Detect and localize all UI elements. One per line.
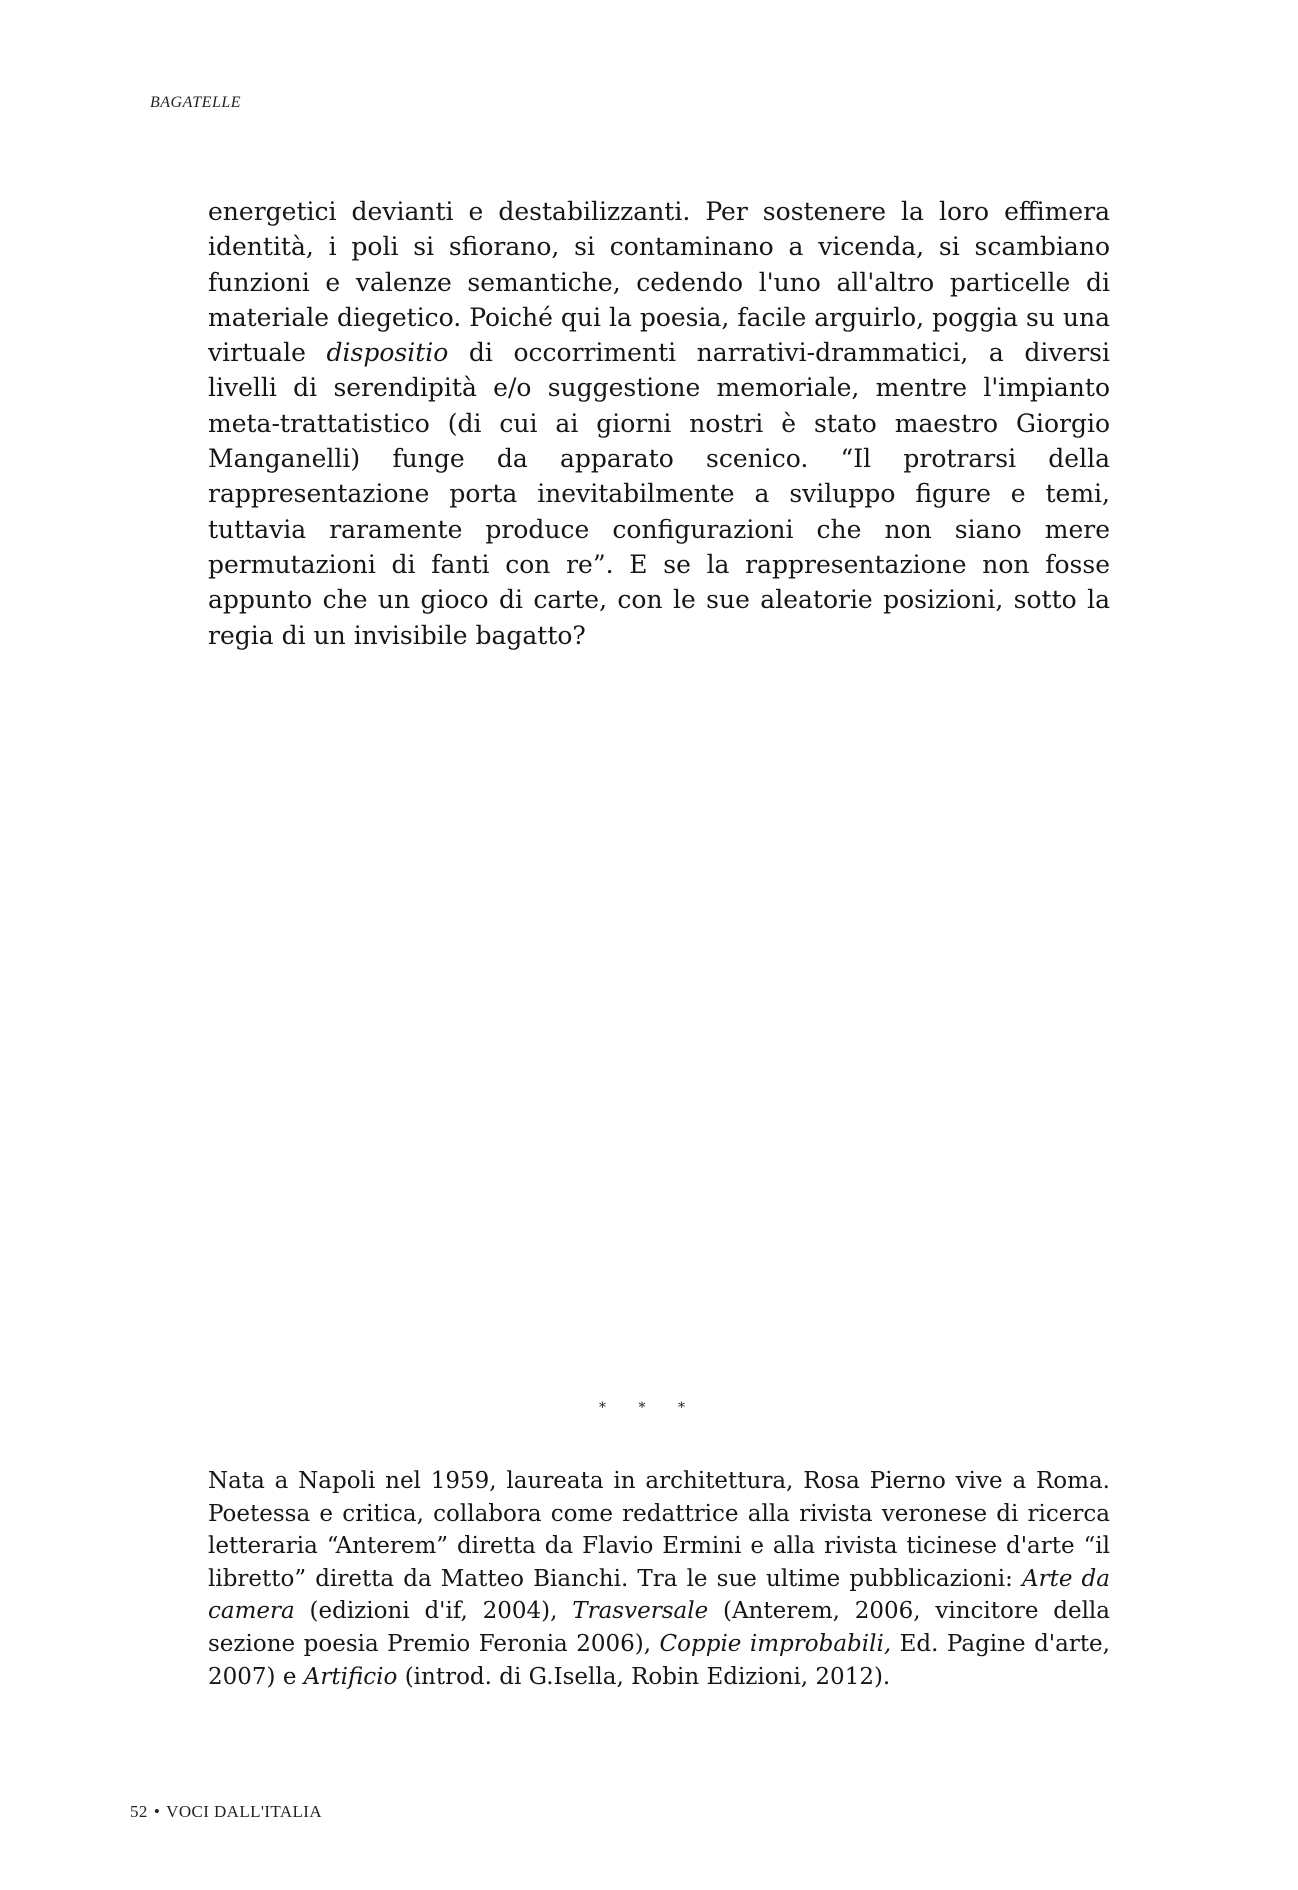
section-separator: * * * bbox=[599, 1400, 699, 1416]
bio-segment: (Anterem, 2006, vincitore della sezione poesia Premio Feronia 2006), bbox=[208, 1598, 1110, 1657]
running-head: BAGATELLE bbox=[150, 94, 242, 111]
bio-segment: (edizioni d'if, 2004), bbox=[294, 1598, 573, 1625]
paragraph-text bbox=[208, 194, 1110, 653]
bio-title: Arte da camera bbox=[208, 1565, 1110, 1625]
journal-name: VOCI DALL'ITALIA bbox=[166, 1802, 323, 1821]
bio-segment: (introd. di G.Isella, Robin Edizioni, 2012). bbox=[397, 1663, 891, 1690]
main-paragraph bbox=[208, 194, 1110, 653]
paragraph-segment: di occorrimenti narrativi-drammatici, a diversi livelli di serendipità e/o suggestione memoriale, mentre l'impianto meta-trattatistico (di cui ai giorni nostri è stato maestro Giorgio Manganelli) funge da apparato scenico. “Il protrarsi della rappresentazione porta inevitabilmente a sviluppo figure e temi, tuttavia raramente produce configurazioni che non siano mere permutazioni di fanti con re”. E se la rappresentazione non fosse appunto che un gioco di carte, con le sue aleatorie posizioni, sotto la regia di un invisibile bagatto? bbox=[208, 338, 1111, 650]
bio-text bbox=[208, 1465, 1110, 1693]
bio-title: Artificio bbox=[303, 1663, 398, 1690]
bio-title: Coppie improbabili, bbox=[659, 1630, 892, 1657]
bio-title: Trasversale bbox=[572, 1598, 709, 1625]
author-bio bbox=[208, 1465, 1110, 1693]
bio-segment: Ed. Pagine d'arte, 2007) e bbox=[208, 1630, 1110, 1690]
footer-bullet: • bbox=[153, 1802, 161, 1821]
paragraph-segment: energetici devianti e destabilizzanti. Per sostenere la loro effimera identità, i poli si sfiorano, si contaminano a vicenda, si scambiano funzioni e valenze semantiche, cedendo l'uno all'altro particelle di materiale diegetico. Poiché qui la poesia, facile arguirlo, poggia su una virtuale bbox=[208, 197, 1110, 368]
bio-segment: Nata a Napoli nel 1959, laureata in architettura, Rosa Pierno vive a Roma. Poetessa e critica, collabora come redattrice alla rivista veronese di ricerca letteraria “Anterem” diretta da Flavio Ermini e alla rivista ticinese d'arte “il libretto” diretta da Matteo Bianchi. Tra le sue ultime pubblicazioni: bbox=[208, 1468, 1110, 1592]
page-footer bbox=[130, 1802, 322, 1822]
paragraph-italic-term: dispositio bbox=[326, 338, 449, 368]
page-number: 52 bbox=[130, 1802, 148, 1821]
